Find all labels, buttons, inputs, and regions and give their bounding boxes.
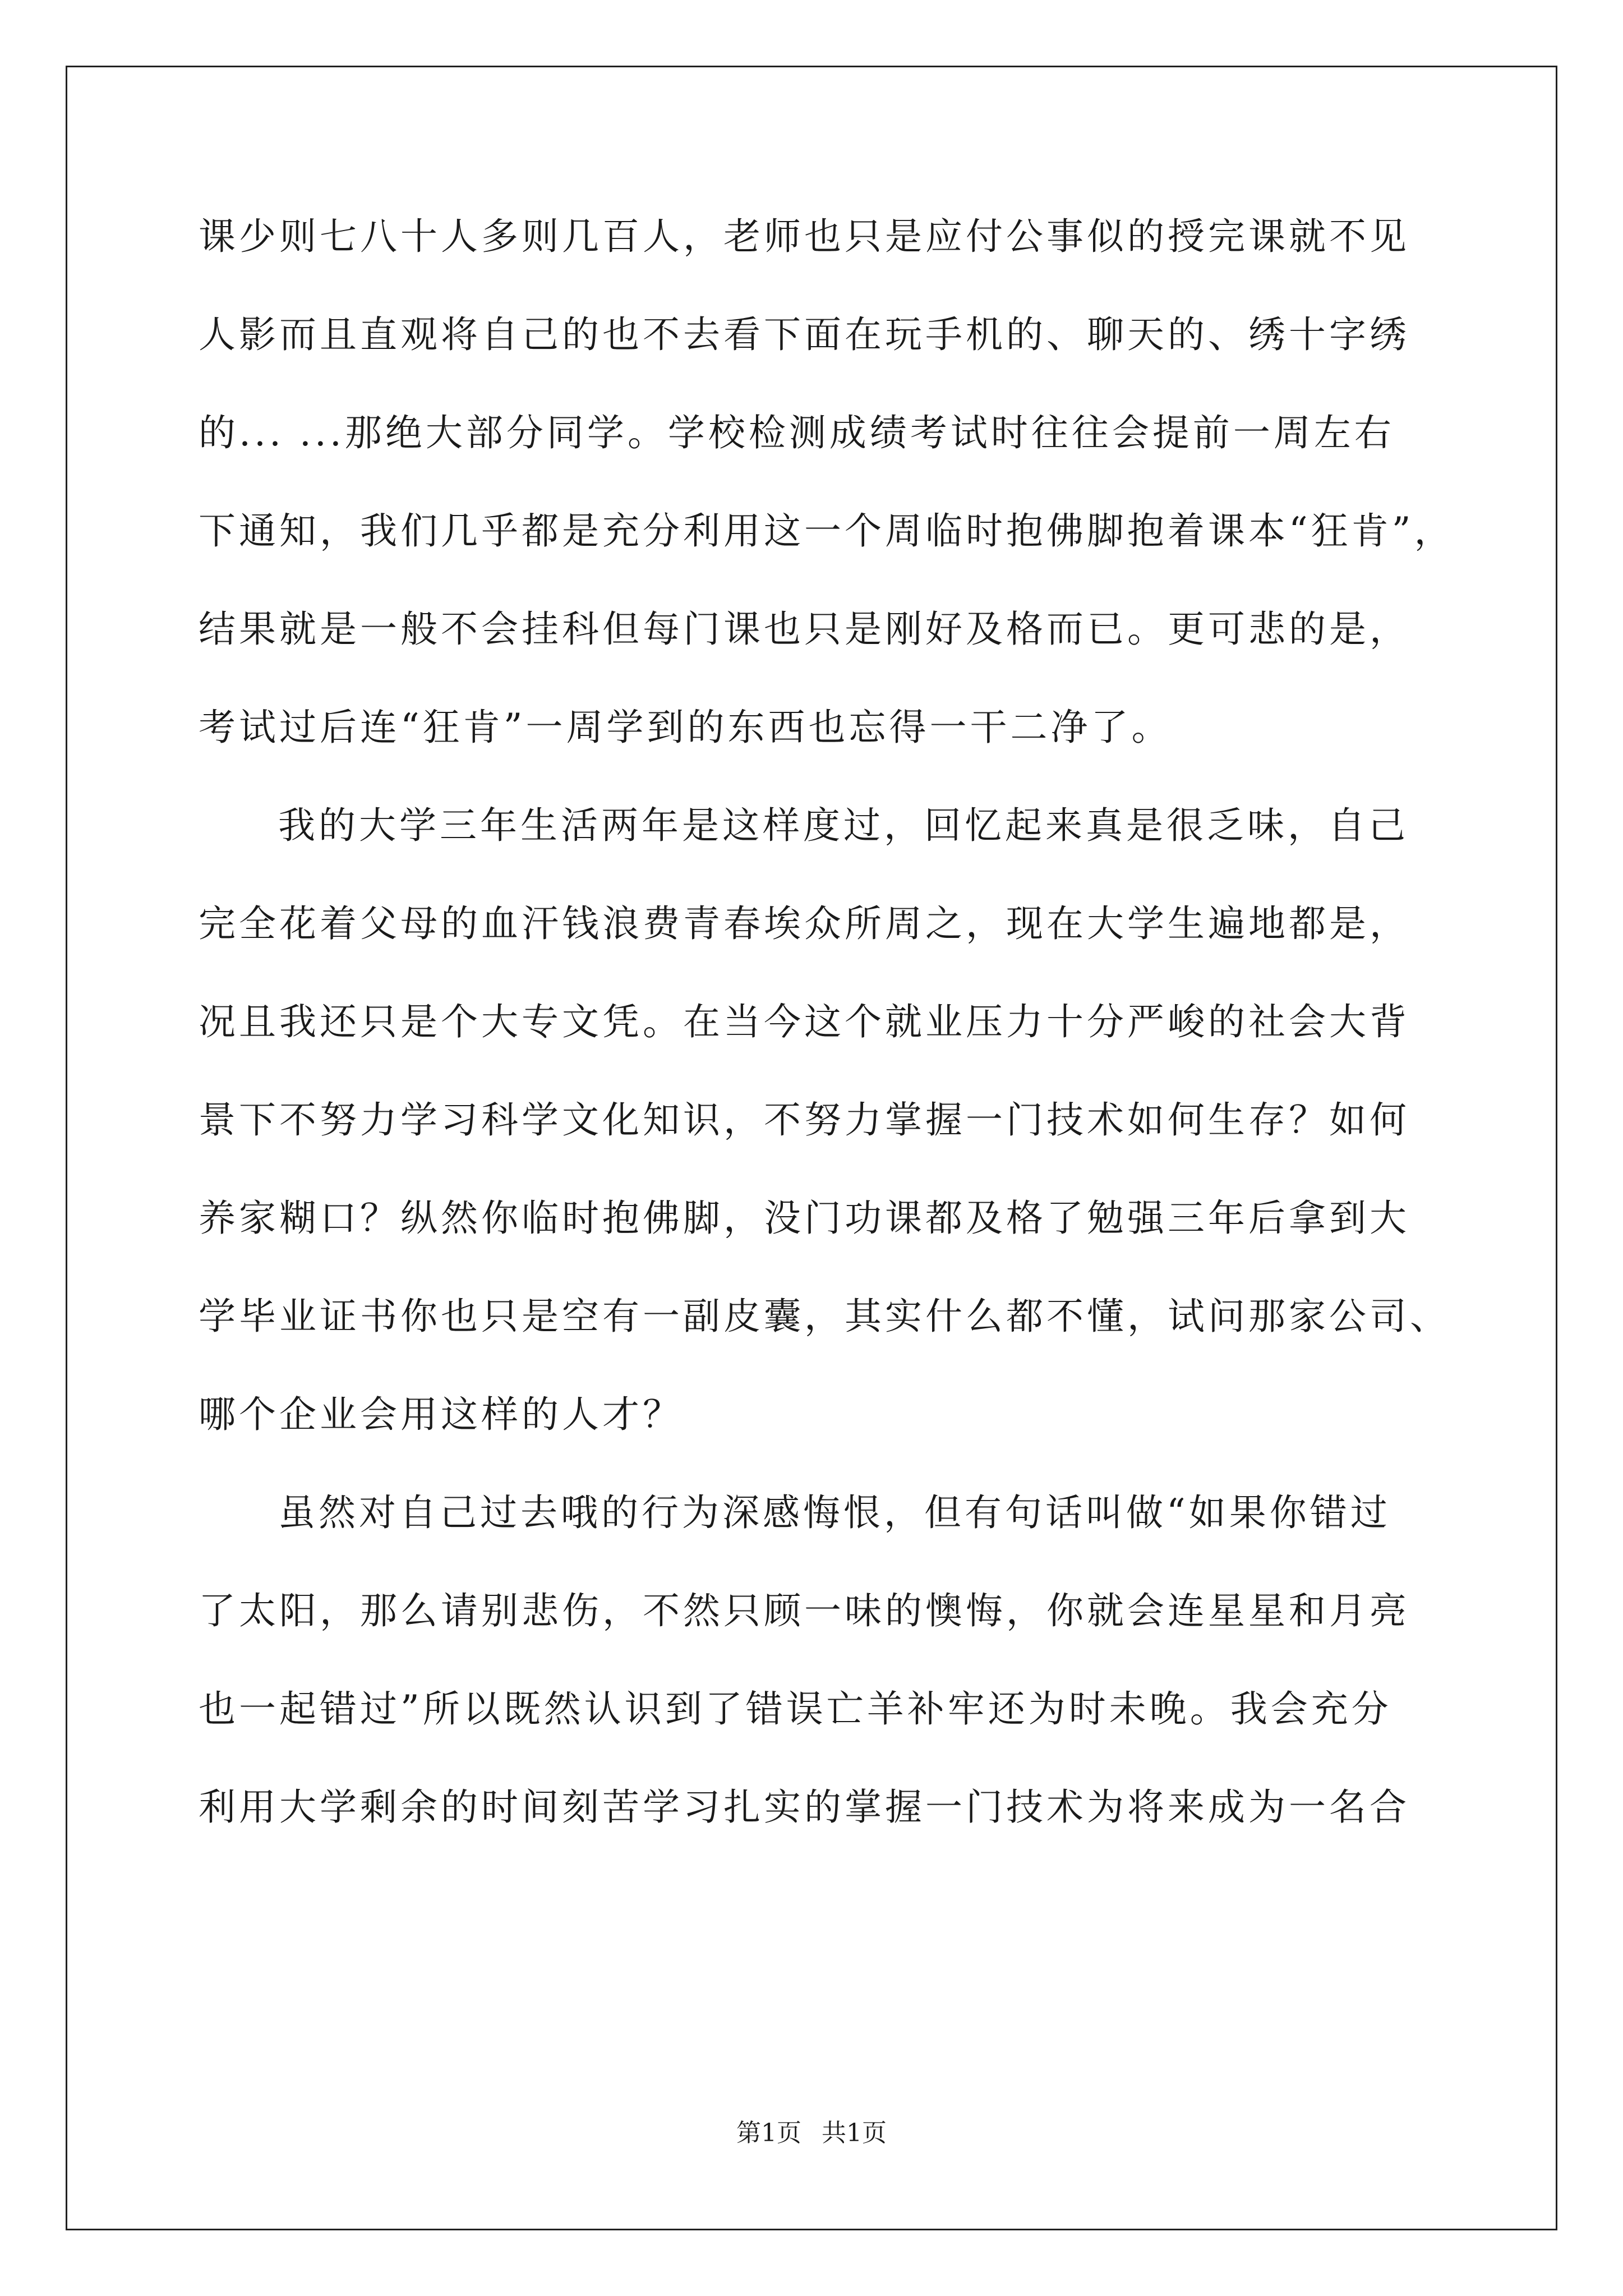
paragraph-first-line: 我的大学三年生活两年是这样度过，回忆起来真是很乏味，自己 xyxy=(278,804,1409,847)
text-line: 利用大学剩余的时间刻苦学习扎实的掌握一门技术为将来成为一名合 xyxy=(199,1786,1410,1829)
text-line: 了太阳，那么请别悲伤，不然只顾一味的懊悔，你就会连星星和月亮 xyxy=(199,1589,1410,1632)
text-line: 养家糊口？纵然你临时抱佛脚，没门功课都及格了勉强三年后拿到大 xyxy=(199,1197,1410,1240)
paragraph-first-line: 虽然对自己过去哦的行为深感悔恨，但有句话叫做“如果你错过 xyxy=(278,1491,1391,1534)
page-footer xyxy=(0,2118,1623,2149)
text-line: 下通知，我们几乎都是充分利用这一个周临时抱佛脚抱着课本“狂肯”， xyxy=(199,509,1455,553)
text-line: 也一起错过”所以既然认识到了错误亡羊补牢还为时未晚。我会充分 xyxy=(199,1687,1392,1731)
text-line: 哪个企业会用这样的人才？ xyxy=(199,1393,683,1436)
page-border xyxy=(66,66,1557,2230)
text-line: 完全花着父母的血汗钱浪费青春埃众所周之，现在大学生遍地都是， xyxy=(199,902,1410,945)
text-line: 学毕业证书你也只是空有一副皮囊，其实什么都不懂，试问那家公司、 xyxy=(199,1295,1450,1338)
page-number: 第1页 xyxy=(736,2119,801,2147)
text-line: 结果就是一般不会挂科但每门课也只是刚好及格而已。更可悲的是， xyxy=(199,608,1410,651)
text-line: 课少则七八十人多则几百人，老师也只是应付公事似的授完课就不见 xyxy=(199,215,1410,258)
text-line: 人影而且直观将自己的也不去看下面在玩手机的、聊天的、绣十字绣 xyxy=(199,313,1410,356)
text-line: 景下不努力学习科学文化知识，不努力掌握一门技术如何生存？如何 xyxy=(199,1098,1410,1142)
text-line: 考试过后连“狂肯”一周学到的东西也忘得一干二净了。 xyxy=(199,706,1172,749)
text-line: 况且我还只是个大专文凭。在当今这个就业压力十分严峻的社会大背 xyxy=(199,1000,1410,1043)
text-line: 的... ...那绝大部分同学。学校检测成绩考试时往往会提前一周左右 xyxy=(199,411,1395,454)
page-total: 共1页 xyxy=(822,2119,887,2147)
